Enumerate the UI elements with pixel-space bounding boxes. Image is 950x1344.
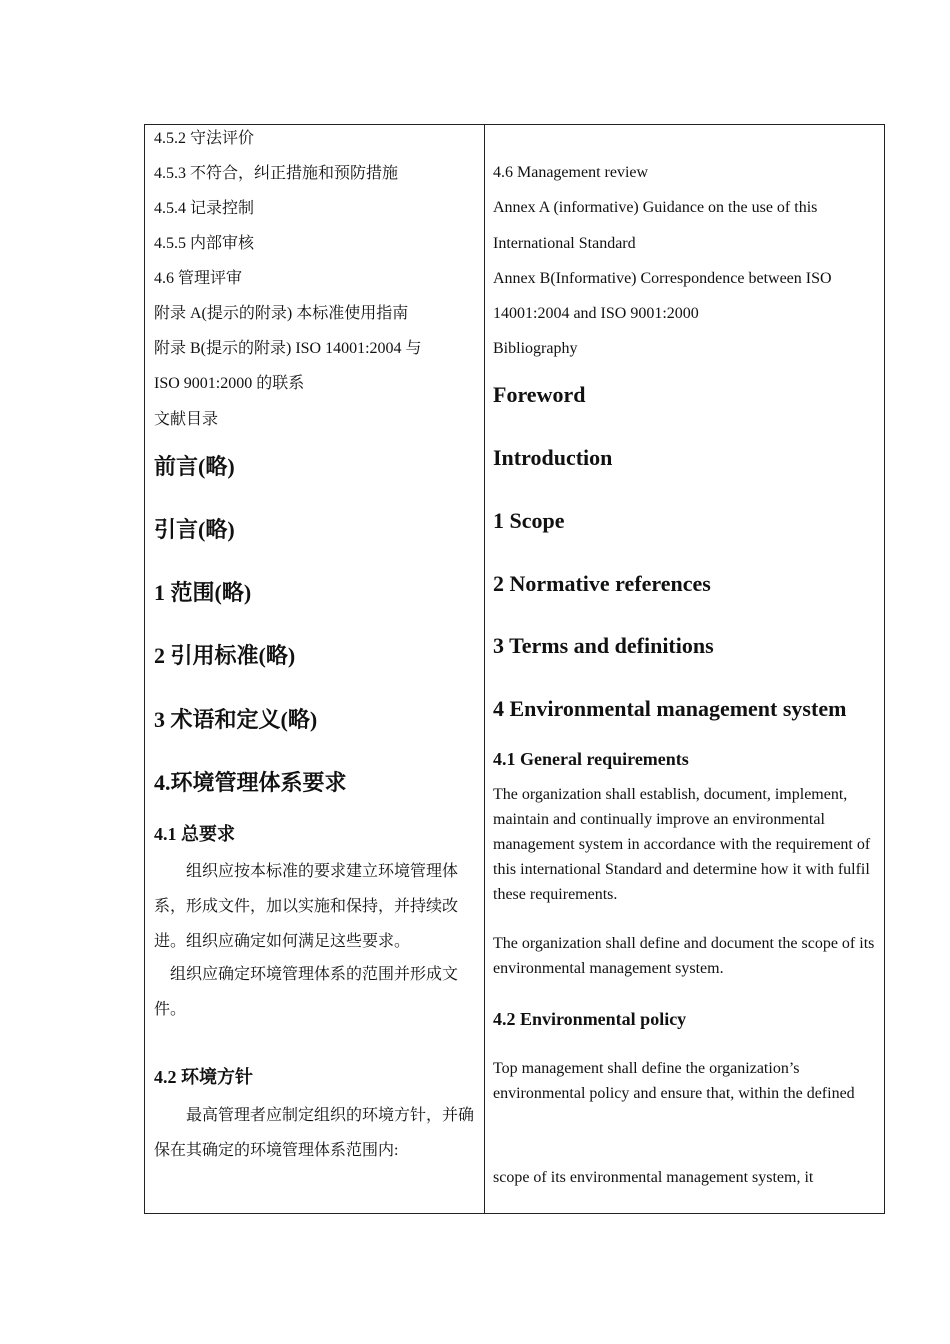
column-divider bbox=[484, 125, 485, 1213]
section-heading: Foreword bbox=[493, 382, 586, 407]
subsection-heading: 4.2 Environmental policy bbox=[493, 1009, 687, 1029]
toc-line: Annex B(Informative) Correspondence between ISO bbox=[493, 270, 832, 287]
toc-line: 4.5.2 守法评价 bbox=[154, 130, 255, 147]
section-heading: Introduction bbox=[493, 445, 613, 470]
section-heading: 前言(略) bbox=[154, 454, 235, 479]
toc-line: Bibliography bbox=[493, 340, 578, 357]
subsection-heading: 4.1 总要求 bbox=[154, 824, 235, 844]
paragraph: The organization shall define and document the scope of its environmental management system. bbox=[493, 935, 875, 977]
toc-line: 4.6 Management review bbox=[493, 164, 649, 181]
paragraph: scope of its environmental management system, it bbox=[493, 1169, 814, 1186]
section-heading: 4 Environmental management system bbox=[493, 696, 847, 721]
paragraph: 组织应确定环境管理体系的范围并形成文件。 bbox=[154, 966, 459, 1018]
section-heading: 1 范围(略) bbox=[154, 580, 252, 605]
toc-line: 4.6 管理评审 bbox=[154, 270, 243, 287]
section-heading: 3 Terms and definitions bbox=[493, 633, 714, 658]
toc-line: 14001:2004 and ISO 9001:2000 bbox=[493, 305, 699, 322]
paragraph: 组织应按本标准的要求建立环境管理体系，形成文件，加以实施和保持，并持续改进。组织应确定如何满足这些要求。 bbox=[154, 863, 459, 950]
toc-line: 文献目录 bbox=[154, 411, 219, 428]
toc-line: 附录 A(提示的附录) 本标准使用指南 bbox=[154, 305, 409, 322]
paragraph: Top management shall define the organization’s environmental policy and ensure that, within the defined bbox=[493, 1060, 855, 1102]
section-heading: 2 引用标准(略) bbox=[154, 643, 296, 668]
section-heading: 2 Normative references bbox=[493, 571, 711, 596]
toc-line: ISO 9001:2000 的联系 bbox=[154, 375, 305, 392]
toc-line: Annex A (informative) Guidance on the use of this bbox=[493, 199, 818, 216]
section-heading: 3 术语和定义(略) bbox=[154, 707, 318, 732]
toc-line: 4.5.5 内部审核 bbox=[154, 235, 255, 252]
toc-line: International Standard bbox=[493, 235, 636, 252]
subsection-heading: 4.1 General requirements bbox=[493, 749, 689, 769]
bilingual-table bbox=[144, 124, 885, 1214]
paragraph: The organization shall establish, document, implement, maintain and continually improve an environmental management system in accordance with the requirement of this international Standard and determine how it with fulfil these requirements. bbox=[493, 786, 871, 903]
toc-line: 4.5.3 不符合，纠正措施和预防措施 bbox=[154, 165, 399, 182]
section-heading: 4.环境管理体系要求 bbox=[154, 770, 347, 795]
toc-line: 附录 B(提示的附录) ISO 14001:2004 与 bbox=[154, 340, 422, 357]
toc-line: 4.5.4 记录控制 bbox=[154, 200, 255, 217]
subsection-heading: 4.2 环境方针 bbox=[154, 1067, 253, 1087]
paragraph: 最高管理者应制定组织的环境方针，并确保在其确定的环境管理体系范围内: bbox=[154, 1107, 475, 1159]
section-heading: 引言(略) bbox=[154, 517, 235, 542]
section-heading: 1 Scope bbox=[493, 508, 565, 533]
